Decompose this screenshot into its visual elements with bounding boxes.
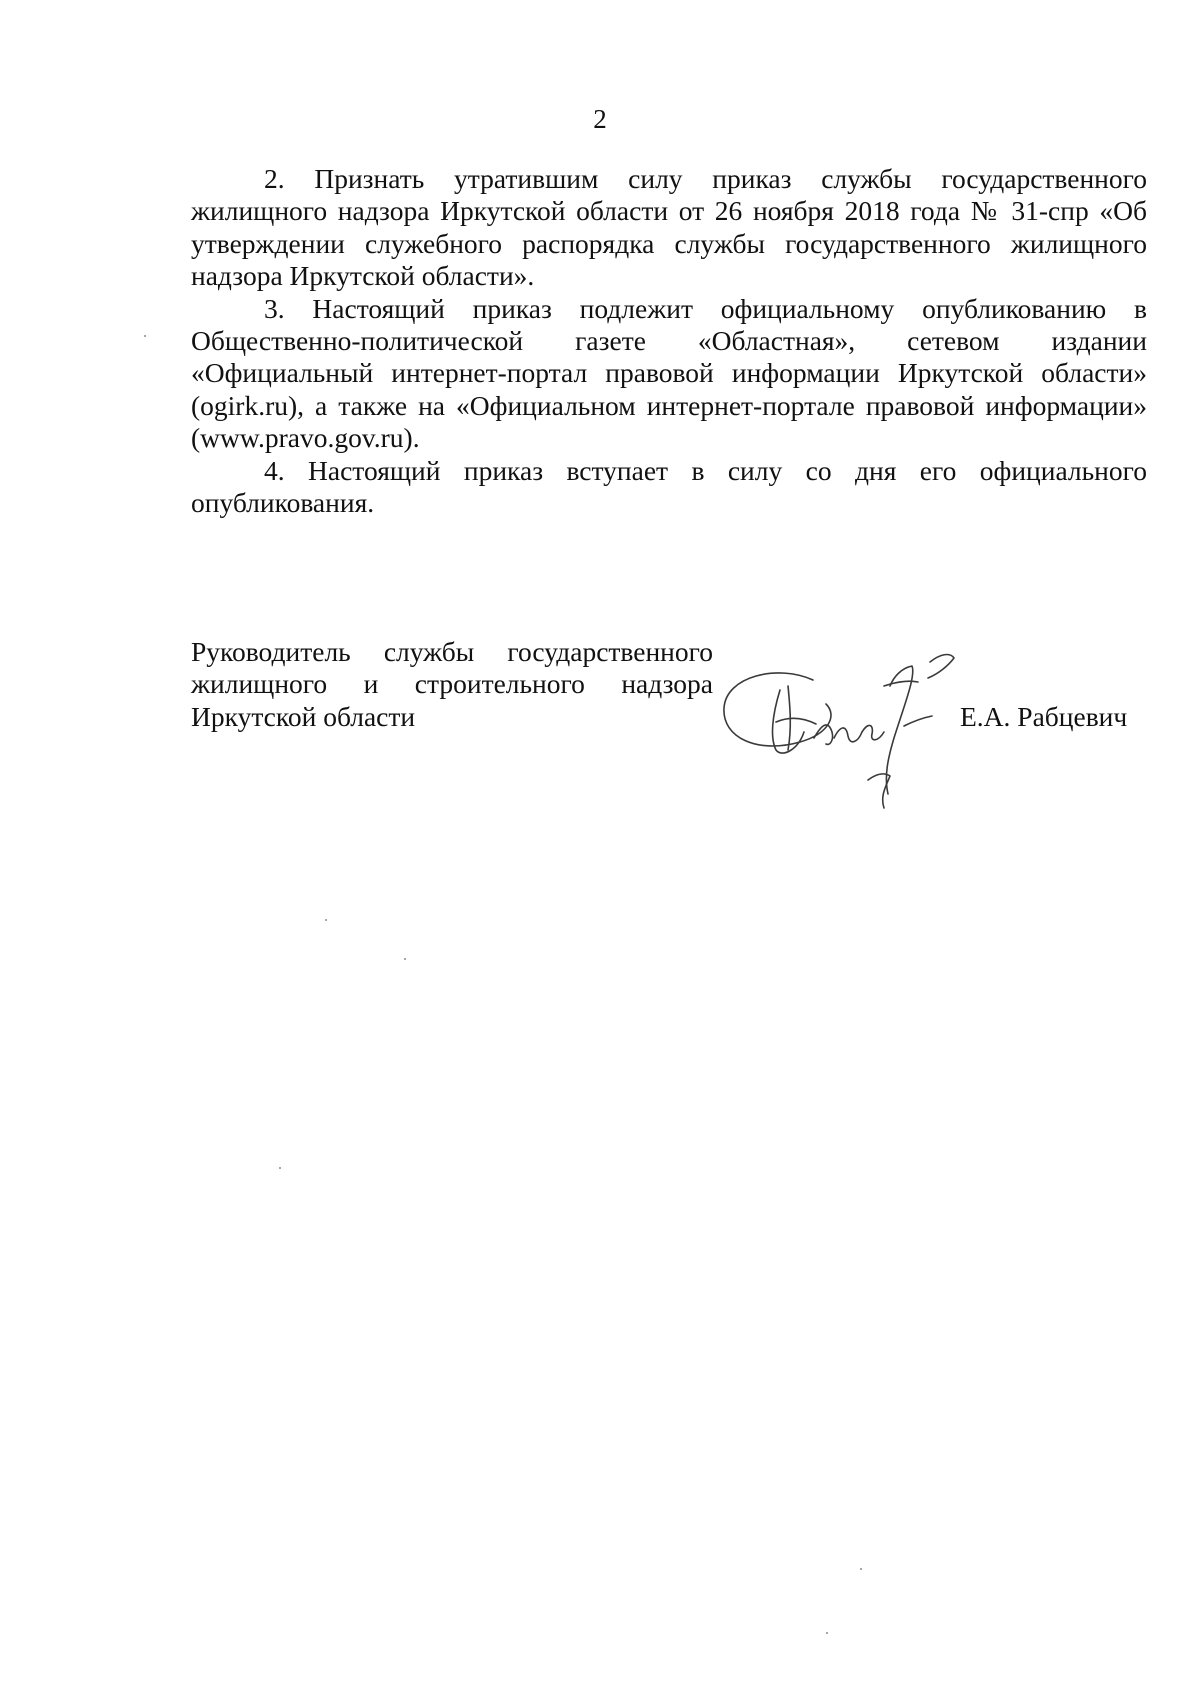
scan-speck (860, 1568, 862, 1570)
signatory-name: Е.А. Рабцевич (960, 701, 1128, 732)
scan-speck (279, 1167, 281, 1169)
signatory-position-line: Иркутской области (191, 700, 416, 732)
handwritten-signature-icon (718, 646, 958, 811)
document-body (191, 163, 1147, 519)
paragraph-item-3: 3. Настоящий приказ подлежит официальному опубликованию в Общественно-политической газете «Областная», сетевом издании «Официальный интернет-портал правовой информации Иркутской области» (ogirk.ru), а также на «Официальном интернет-портале правовой информации» (www.pravo.gov.ru). (191, 292, 1147, 454)
scan-speck (144, 335, 146, 337)
scan-speck (826, 1632, 828, 1634)
scan-speck (404, 958, 406, 960)
signatory-position-line: жилищного и строительного надзора (191, 668, 713, 700)
signatory-position-line: Руководитель службы государственного (191, 636, 713, 667)
signatory-position (191, 636, 713, 733)
paragraph-item-2: 2. Признать утратившим силу приказ службы государственного жилищного надзора Иркутской области от 26 ноября 2018 года № 31-спр «Об утверждении служебного распорядка службы государственного жилищного надзора Иркутской области». (191, 163, 1147, 292)
paragraph-item-4: 4. Настоящий приказ вступает в силу со дня его официального опубликования. (191, 454, 1147, 519)
scan-speck (325, 919, 327, 921)
page-number: 2 (593, 104, 607, 134)
